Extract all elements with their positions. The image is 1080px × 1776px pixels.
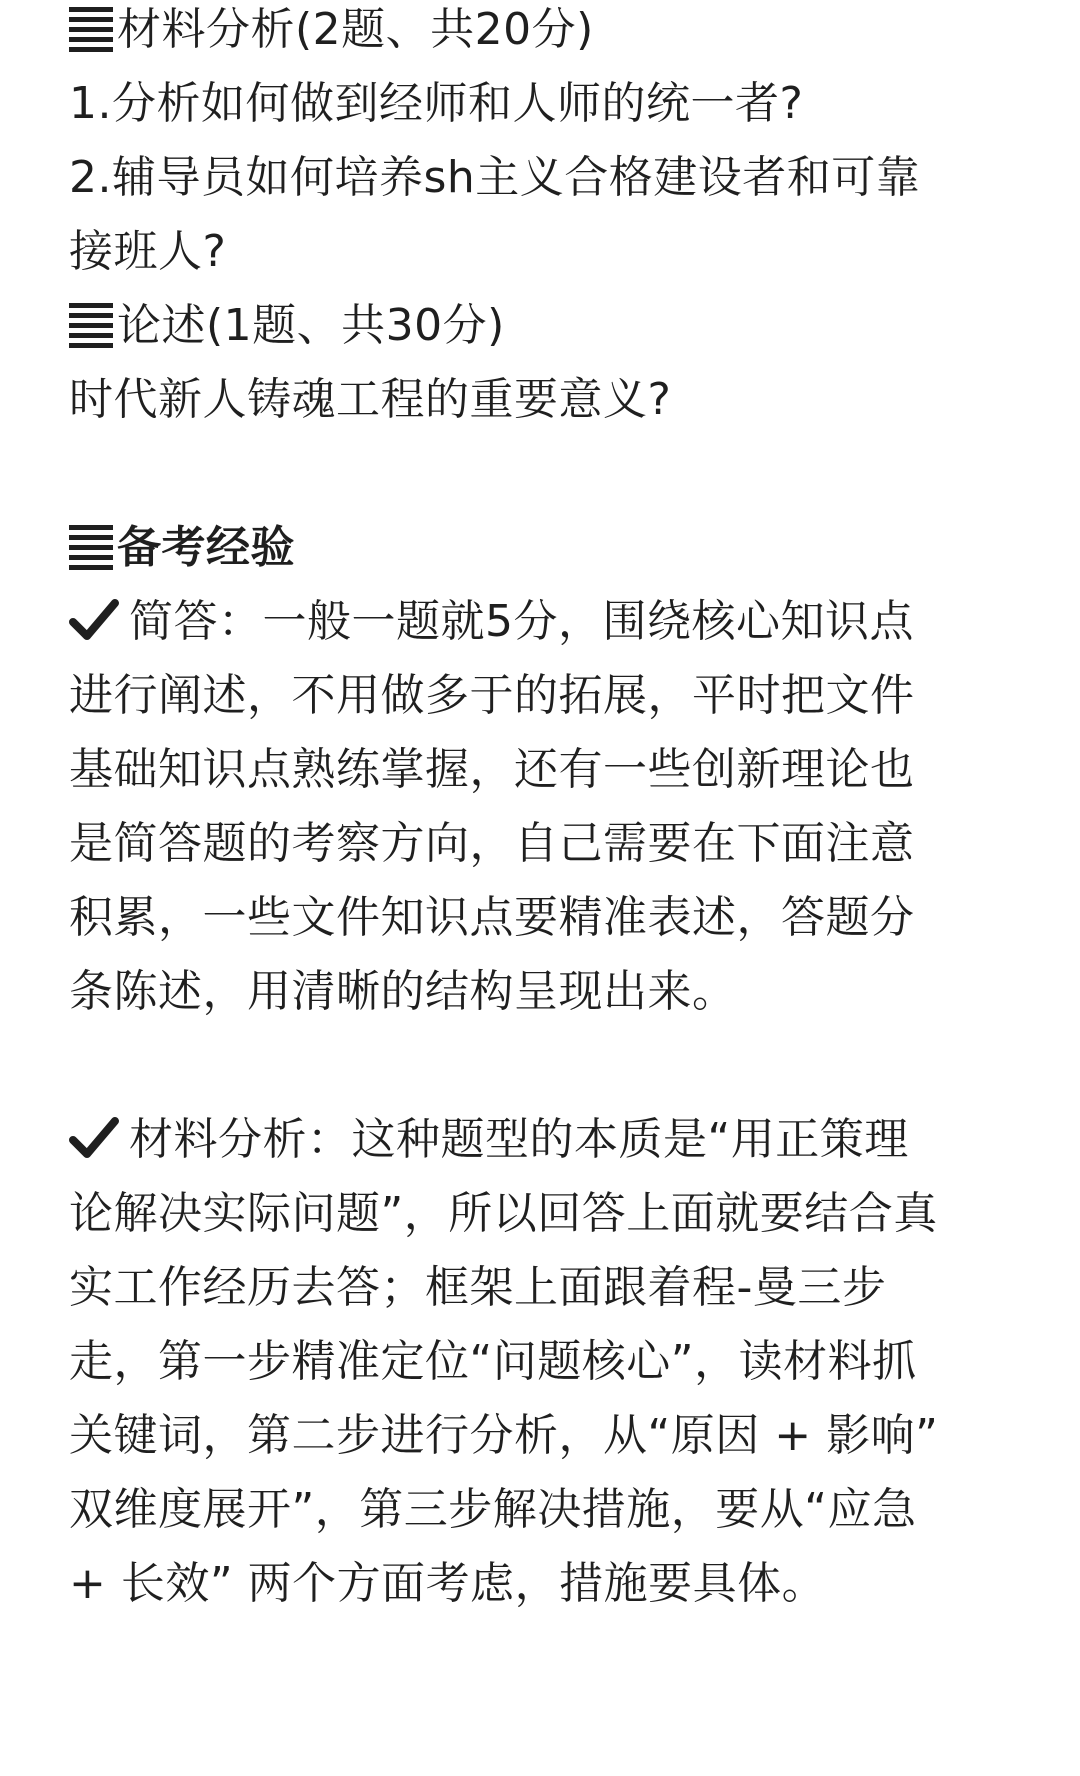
paragraph-line: 条陈述，用清晰的结构呈现出来。 — [69, 966, 737, 1017]
list-bars-icon — [69, 7, 113, 53]
question-line: 1.分析如何做到经师和人师的统一者? — [69, 78, 804, 129]
question-line: 时代新人铸魂工程的重要意义? — [69, 374, 672, 425]
section-heading-essay — [69, 284, 505, 368]
paragraph-line — [69, 1098, 909, 1182]
check-mark-icon — [69, 1113, 119, 1163]
question-line: 2.辅导员如何培养sh主义合格建设者和可靠 — [69, 152, 921, 203]
paragraph-line: 基础知识点熟练掌握，还有一些创新理论也 — [69, 744, 915, 795]
paragraph-line: 关键词，第二步进行分析，从“原因 + 影响” — [69, 1410, 939, 1461]
paragraph-line: 实工作经历去答；框架上面跟着程-曼三步 — [69, 1262, 887, 1313]
heading-text: 材料分析(2题、共20分) — [117, 4, 594, 55]
check-mark-icon — [69, 595, 119, 645]
paragraph-text: 材料分析：这种题型的本质是“用正策理 — [129, 1114, 909, 1165]
heading-text: 备考经验 — [117, 522, 295, 573]
list-bars-icon — [69, 525, 113, 571]
paragraph-line: + 长效” 两个方面考虑，措施要具体。 — [69, 1558, 827, 1609]
paragraph-line: 进行阐述，不用做多于的拓展，平时把文件 — [69, 670, 915, 721]
paragraph-line: 积累，一些文件知识点要精准表述，答题分 — [69, 892, 915, 943]
paragraph-line: 走，第一步精准定位“问题核心”，读材料抓 — [69, 1336, 917, 1387]
paragraph-text: 简答：一般一题就5分，围绕核心知识点 — [129, 596, 914, 647]
paragraph-line — [69, 580, 914, 664]
paragraph-line: 论解决实际问题”，所以回答上面就要结合真 — [69, 1188, 938, 1239]
list-bars-icon — [69, 303, 113, 349]
heading-text: 论述(1题、共30分) — [117, 300, 505, 351]
paragraph-line: 是简答题的考察方向，自己需要在下面注意 — [69, 818, 915, 869]
paragraph-line: 双维度展开”，第三步解决措施，要从“应急 — [69, 1484, 917, 1535]
section-heading-exam-prep — [69, 506, 295, 590]
question-line: 接班人? — [69, 226, 227, 277]
